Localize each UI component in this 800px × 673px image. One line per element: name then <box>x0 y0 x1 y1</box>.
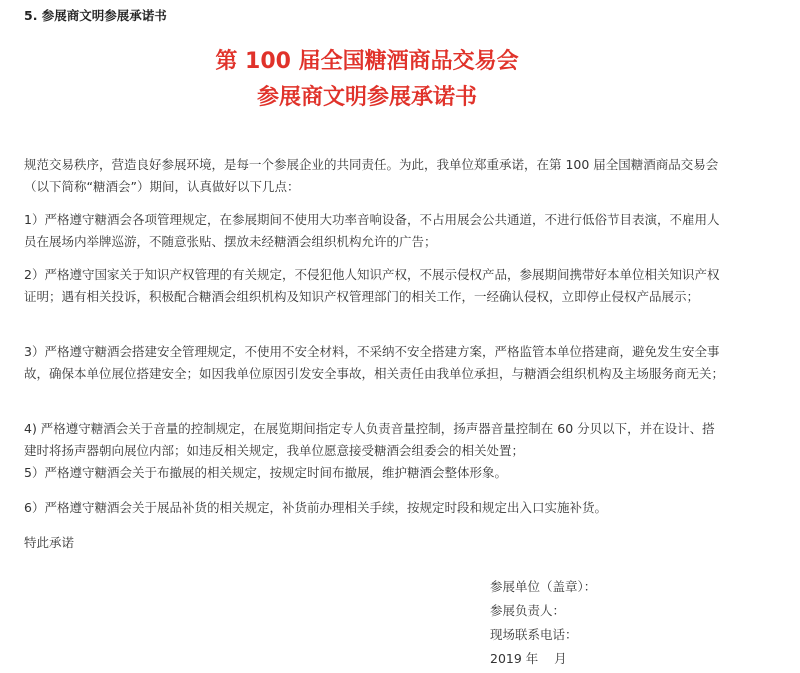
title-line-1: 第 100 届全国糖酒商品交易会 <box>215 49 519 74</box>
intro-paragraph: 规范交易秩序，营造良好参展环境，是每一个参展企业的共同责任。为此，我单位郑重承诺，在第 100 届全国糖酒商品交易会（以下简称“糖酒会”）期间，认真做好以下几点： <box>24 157 719 194</box>
closing-statement: 特此承诺 <box>24 535 75 550</box>
signature-date: 2019 年 月 <box>490 651 567 666</box>
commitment-item-3: 3）严格遵守糖酒会搭建安全管理规定，不使用不安全材料，不采纳不安全搭建方案，严格监管本单位搭建商，避免发生安全事故，确保本单位展位搭建安全；如因我单位原因引发安全事故，相关责任由我单位承担，与糖酒会组织机构及主场服务商无关； <box>24 344 725 381</box>
commitment-item-1: 1）严格遵守糖酒会各项管理规定，在参展期间不使用大功率音响设备，不占用展会公共通道，不进行低俗节目表演，不雇用人员在展场内举牌巡游，不随意张贴、摆放未经糖酒会组织机构允许的广告； <box>24 212 720 249</box>
commitment-item-2: 2）严格遵守国家关于知识产权管理的有关规定，不侵犯他人知识产权，不展示侵权产品，参展期间携带好本单位相关知识产权证明；遇有相关投诉，积极配合糖酒会组织机构及知识产权管理部门的相关工作，一经确认侵权，立即停止侵权产品展示； <box>24 267 720 304</box>
commitment-item-5: 5）严格遵守糖酒会关于布撤展的相关规定，按规定时间布撤展，维护糖酒会整体形象。 <box>24 465 507 480</box>
document-title <box>0 44 734 116</box>
title-line-2: 参展商文明参展承诺书 <box>256 85 477 110</box>
commitment-item-4: 4) 严格遵守糖酒会关于音量的控制规定，在展览期间指定专人负责音量控制，扬声器音量控制在 60 分贝以下，并在设计、搭建时将扬声器朝向展位内部；如违反相关规定，我单位愿意接受糖酒会组委会的相关处置； <box>24 421 715 458</box>
section-label: 5. 参展商文明参展承诺书 <box>24 8 167 23</box>
signature-person: 参展负责人： <box>490 603 566 618</box>
signature-phone: 现场联系电话： <box>490 627 578 642</box>
commitment-item-6: 6）严格遵守糖酒会关于展品补货的相关规定，补货前办理相关手续，按规定时段和规定出入口实施补货。 <box>24 500 607 515</box>
signature-block <box>490 575 596 671</box>
signature-unit: 参展单位（盖章）： <box>490 579 597 594</box>
